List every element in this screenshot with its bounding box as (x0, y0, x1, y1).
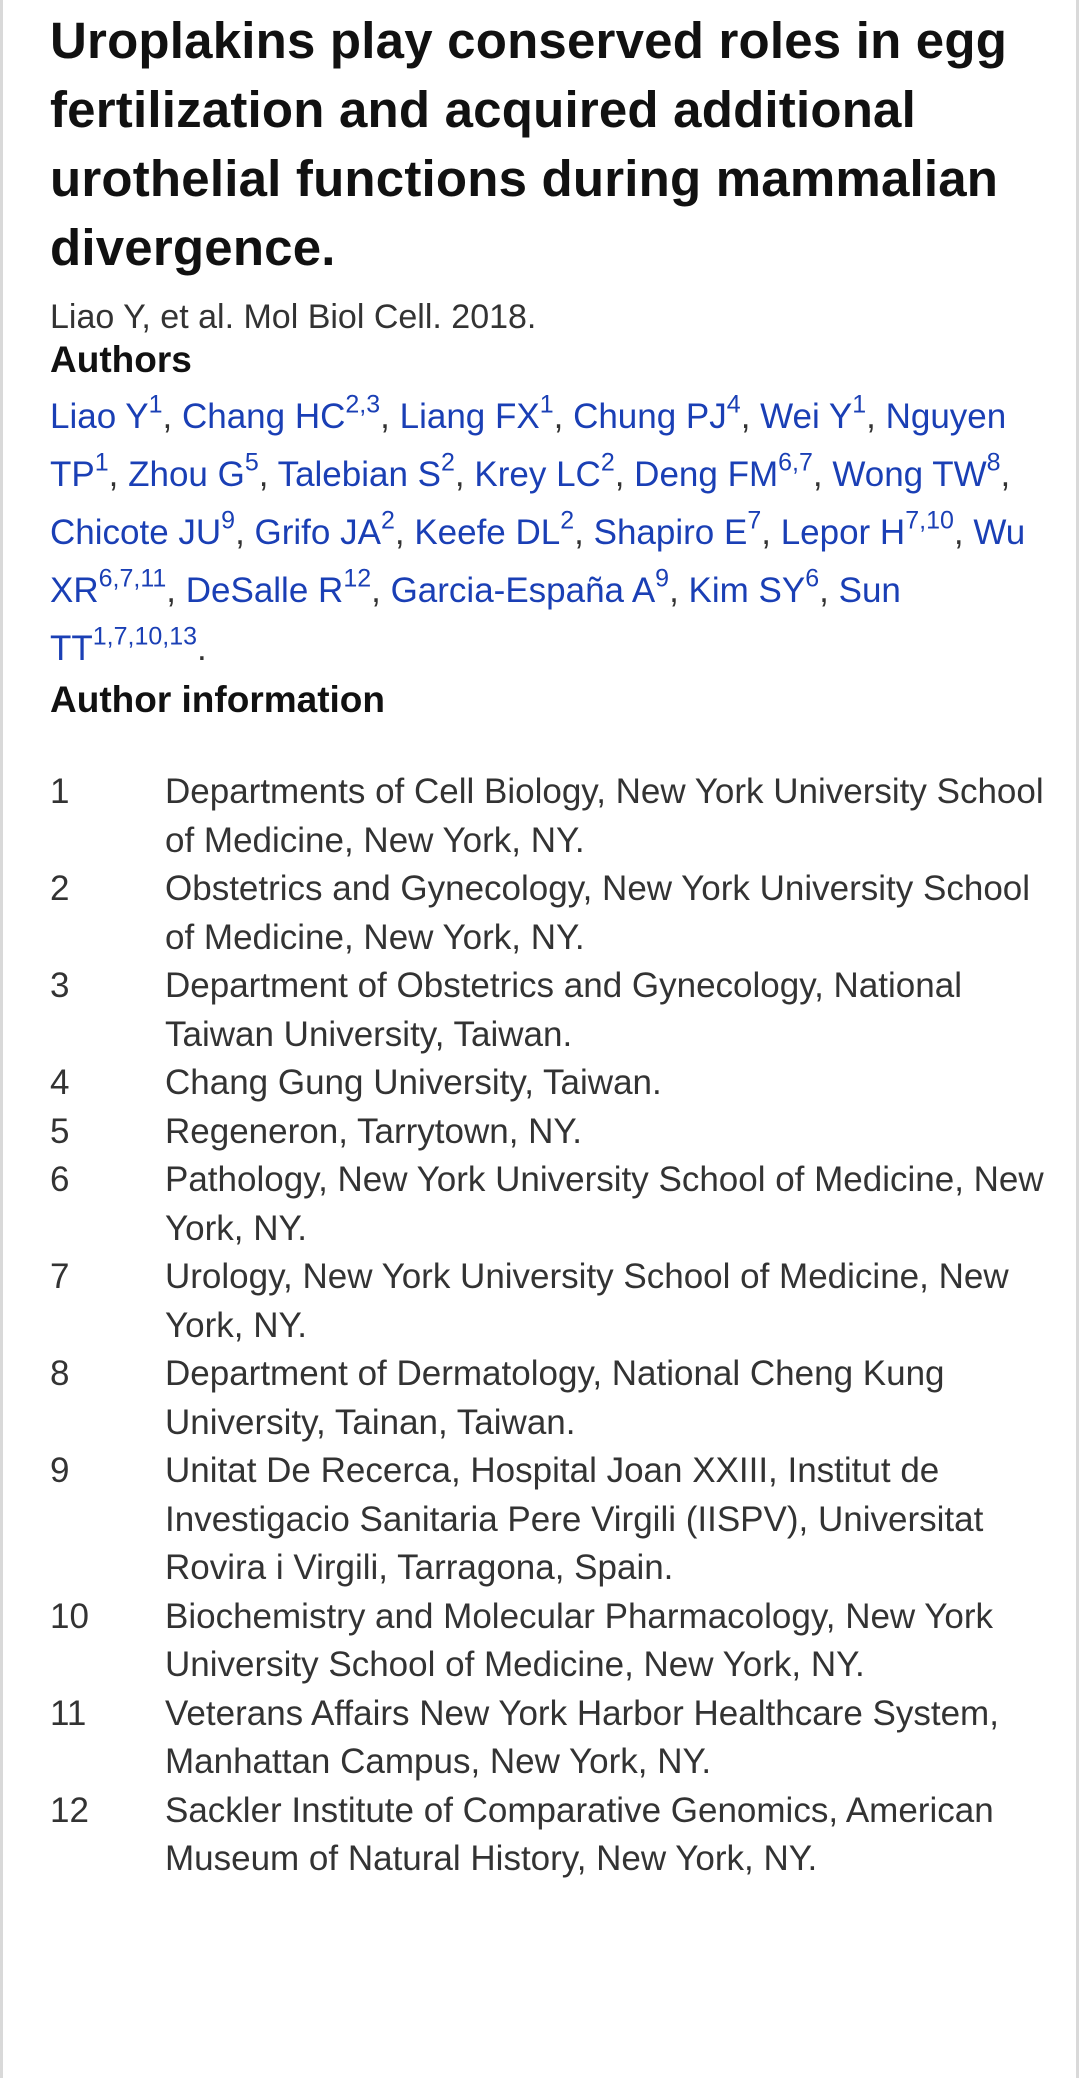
author-affiliation-marker: 4 (726, 390, 741, 419)
left-border (0, 0, 3, 2078)
author-separator: , (614, 455, 635, 494)
affiliation-number: 3 (50, 966, 70, 1005)
author-link[interactable]: Nguyen $TP^1$ (50, 397, 1007, 494)
author-affiliation-marker: 6 (805, 564, 820, 593)
affiliation-text: Regeneron, Tarrytown, NY. (165, 1111, 582, 1151)
author-separator: , (669, 571, 689, 610)
author-affiliation-marker: 2 (380, 506, 395, 535)
author-link[interactable]: Chicote $JU^9$ (50, 506, 236, 552)
affiliation-item (50, 1690, 1050, 1787)
affiliation-text: Pathology, New York University School of Medicine, New York, NY. (165, 1160, 1044, 1248)
authors-list (50, 388, 1050, 678)
author-affiliation-marker: 2 (600, 448, 615, 477)
author-affiliation-marker: 1 (148, 390, 163, 419)
affiliation-item (50, 1059, 1050, 1108)
authors-heading: Authors (50, 339, 192, 380)
affiliation-item (50, 1593, 1050, 1690)
affiliation-number: 2 (50, 869, 70, 908)
affiliation-item (50, 1350, 1050, 1447)
author-separator: . (197, 629, 207, 668)
author-link[interactable]: Shapiro $E^7$ (593, 506, 762, 552)
author-separator: , (953, 513, 974, 552)
article-citation: Liao Y, et al. Mol Biol Cell. 2018. (50, 298, 537, 336)
author-link[interactable]: Sun TT$^{1,7,10,13}$ (50, 571, 901, 668)
affiliation-text: Obstetrics and Gynecology, New York University School of Medicine, New York, NY. (165, 869, 1031, 957)
affiliation-text: Department of Dermatology, National Cheng Kung University, Tainan, Taiwan. (165, 1354, 945, 1442)
author-separator: , (235, 513, 255, 552)
affiliation-item (50, 1156, 1050, 1253)
author-affiliation-marker: 2,3 (345, 390, 381, 419)
author-link[interactable]: Grifo $JA^2$ (254, 506, 395, 552)
author-link[interactable]: Wei $Y^1$ (760, 390, 867, 436)
affiliation-text: Biochemistry and Molecular Pharmacology, New York University School of Medicine, New York, NY. (165, 1596, 994, 1684)
affiliation-text: Sackler Institute of Comparative Genomics, American Museum of Natural History, New York, NY. (165, 1790, 994, 1878)
author-link[interactable]: Chung $PJ^4$ (573, 390, 741, 436)
author-affiliation-marker: 1 (539, 390, 554, 419)
author-affiliation-marker: 7 (747, 506, 762, 535)
author-separator: , (162, 397, 182, 436)
affiliation-number: 11 (50, 1693, 87, 1733)
affiliation-item (50, 1108, 1050, 1157)
affiliation-number: 6 (50, 1160, 70, 1199)
affiliation-text: Departments of Cell Biology, New York University School of Medicine, New York, NY. (165, 772, 1044, 860)
author-link[interactable]: Liao $Y^1$ (50, 390, 163, 436)
affiliation-item (50, 1787, 1050, 1884)
affiliation-item (50, 768, 1050, 865)
author-separator: , (553, 397, 574, 436)
affiliation-number: 8 (50, 1354, 70, 1393)
author-affiliation-marker: 7,10 (905, 506, 954, 535)
author-link[interactable]: Kim $SY^6$ (688, 564, 820, 610)
author-link[interactable]: Garcia-España $A^9$ (390, 564, 670, 610)
author-separator: , (371, 571, 391, 610)
author-separator: , (740, 397, 761, 436)
author-affiliation-marker: 2 (441, 448, 455, 477)
author-affiliation-marker: 6,7,11 (98, 564, 167, 593)
author-affiliation-marker: 9 (655, 564, 670, 593)
author-affiliation-marker: 1 (852, 390, 867, 419)
affiliation-number: 12 (50, 1790, 89, 1830)
affiliation-item (50, 865, 1050, 962)
author-link[interactable]: Lepor H$^{7,10}$ (780, 506, 954, 552)
author-link[interactable]: Wu XR$^{6,7,11}$ (50, 513, 1026, 610)
author-affiliation-marker: 12 (343, 564, 372, 593)
author-separator: , (574, 513, 594, 552)
affiliation-item (50, 1447, 1050, 1593)
article-content (50, 6, 1050, 1884)
affiliation-text: Veterans Affairs New York Harbor Healthcare System, Manhattan Campus, New York, NY. (165, 1693, 999, 1781)
author-separator: , (761, 513, 781, 552)
author-affiliation-marker: 5 (244, 448, 259, 477)
author-separator: , (866, 397, 886, 436)
affiliation-item (50, 962, 1050, 1059)
author-information-heading: Author information (50, 679, 386, 720)
author-separator: , (454, 455, 475, 494)
affiliation-number: 4 (50, 1063, 70, 1102)
author-link[interactable]: Krey $LC^2$ (474, 448, 615, 494)
author-separator: , (380, 397, 400, 436)
author-affiliation-marker: 6,7 (778, 448, 813, 477)
author-separator: , (108, 455, 129, 494)
author-link[interactable]: Wong $TW^8$ (832, 448, 1001, 494)
author-link[interactable]: Talebian $S^2$ (277, 448, 455, 494)
author-separator: , (1000, 455, 1011, 494)
author-affiliation-marker: 1,7,10,13 (92, 622, 198, 651)
affiliation-text: Urology, New York University School of Medicine, New York, NY. (165, 1257, 1009, 1345)
affiliation-text: Chang Gung University, Taiwan. (165, 1063, 662, 1102)
affiliation-item (50, 1253, 1050, 1350)
affiliation-number: 10 (50, 1596, 89, 1636)
affiliation-number: 5 (50, 1111, 70, 1151)
author-separator: , (258, 455, 278, 494)
affiliation-number: 1 (50, 772, 70, 811)
author-link[interactable]: Keefe $DL^2$ (414, 506, 575, 552)
author-link[interactable]: Chang HC$^{2,3}$ (181, 390, 381, 436)
affiliation-number: 9 (50, 1451, 70, 1490)
author-affiliation-marker: 8 (986, 448, 1001, 477)
author-separator: , (812, 455, 833, 494)
affiliations-list (50, 768, 1050, 1884)
author-separator: , (166, 571, 186, 610)
author-link[interactable]: Zhou $G^5$ (128, 448, 259, 494)
affiliation-text: Department of Obstetrics and Gynecology, National Taiwan University, Taiwan. (165, 966, 962, 1054)
author-link[interactable]: Liang $FX^1$ (399, 390, 554, 436)
affiliation-text: Unitat De Recerca, Hospital Joan XXIII, Institut de Investigacio Sanitaria Pere Virgili (IISPV), Universitat Rovira i Virgili, Tarragona, Spain. (165, 1451, 984, 1587)
author-affiliation-marker: 1 (94, 448, 109, 477)
author-separator: , (394, 513, 415, 552)
author-separator: , (819, 571, 839, 610)
affiliation-number: 7 (50, 1257, 70, 1296)
author-link[interactable]: Deng FM$^{6,7}$ (634, 448, 813, 494)
author-affiliation-marker: 9 (221, 506, 236, 535)
author-affiliation-marker: 2 (560, 506, 575, 535)
author-link[interactable]: DeSalle $R^{12}$ (185, 564, 372, 610)
article-title: Uroplakins play conserved roles in egg fertilization and acquired additional urothelial functions during mammalian divergence. (50, 12, 1008, 276)
